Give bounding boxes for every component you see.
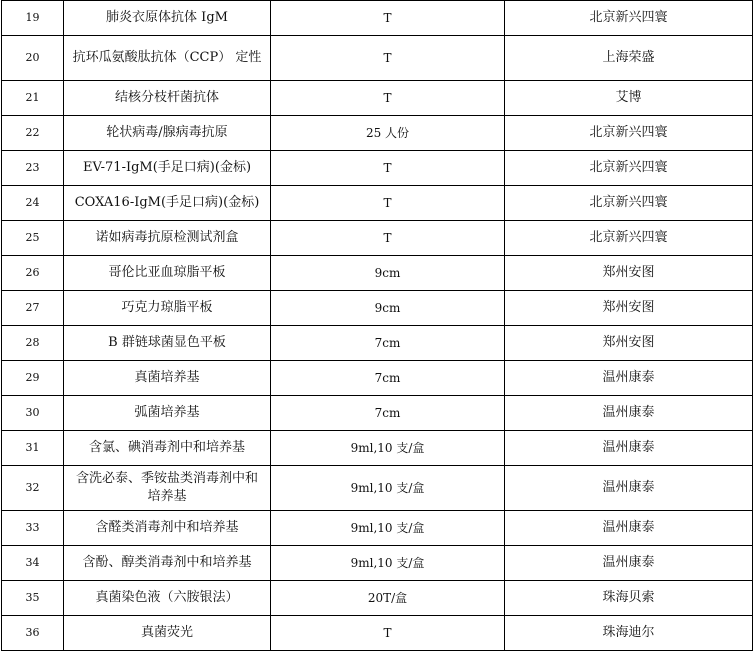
reagent-spec: T: [271, 186, 505, 221]
reagent-spec: 9cm: [271, 256, 505, 291]
table-row: [2, 1, 753, 36]
row-number: 33: [2, 511, 64, 546]
reagent-manufacturer: 北京新兴四寰: [505, 116, 753, 151]
reagent-manufacturer: 温州康泰: [505, 361, 753, 396]
table-row: [2, 256, 753, 291]
reagent-manufacturer: 温州康泰: [505, 396, 753, 431]
row-number: 19: [2, 1, 64, 36]
reagent-spec: 25 人份: [271, 116, 505, 151]
reagent-manufacturer: 温州康泰: [505, 466, 753, 511]
table-row: [2, 151, 753, 186]
table-row: [2, 291, 753, 326]
reagent-name: 弧菌培养基: [64, 396, 271, 431]
table-row: [2, 581, 753, 616]
reagent-spec: 20T/盒: [271, 581, 505, 616]
table-row: [2, 116, 753, 151]
row-number: 21: [2, 81, 64, 116]
row-number: 23: [2, 151, 64, 186]
table-row: [2, 396, 753, 431]
row-number: 35: [2, 581, 64, 616]
reagent-name: 真菌培养基: [64, 361, 271, 396]
reagent-manufacturer: 郑州安图: [505, 326, 753, 361]
reagent-spec: 7cm: [271, 326, 505, 361]
row-number: 31: [2, 431, 64, 466]
row-number: 24: [2, 186, 64, 221]
table-row: [2, 431, 753, 466]
reagent-name: 含醛类消毒剂中和培养基: [64, 511, 271, 546]
row-number: 36: [2, 616, 64, 651]
row-number: 28: [2, 326, 64, 361]
reagent-spec: T: [271, 221, 505, 256]
reagent-spec: T: [271, 616, 505, 651]
reagent-name: 含氯、碘消毒剂中和培养基: [64, 431, 271, 466]
reagent-spec: 7cm: [271, 361, 505, 396]
reagent-manufacturer: 温州康泰: [505, 431, 753, 466]
reagent-name: 诺如病毒抗原检测试剂盒: [64, 221, 271, 256]
row-number: 27: [2, 291, 64, 326]
row-number: 22: [2, 116, 64, 151]
row-number: 26: [2, 256, 64, 291]
reagent-spec: T: [271, 36, 505, 81]
table-row: [2, 36, 753, 81]
reagent-spec: 9ml,10 支/盒: [271, 466, 505, 511]
reagent-manufacturer: 北京新兴四寰: [505, 186, 753, 221]
reagent-name: 哥伦比亚血琼脂平板: [64, 256, 271, 291]
reagent-name: 真菌荧光: [64, 616, 271, 651]
reagent-name: EV-71-IgM(手足口病)(金标): [64, 151, 271, 186]
table-row: [2, 466, 753, 511]
reagent-spec: 7cm: [271, 396, 505, 431]
reagent-name: 含酚、醇类消毒剂中和培养基: [64, 546, 271, 581]
reagent-name: COXA16-IgM(手足口病)(金标): [64, 186, 271, 221]
reagent-manufacturer: 温州康泰: [505, 546, 753, 581]
reagent-manufacturer: 北京新兴四寰: [505, 1, 753, 36]
row-number: 25: [2, 221, 64, 256]
reagent-manufacturer: 郑州安图: [505, 256, 753, 291]
reagent-spec: 9ml,10 支/盒: [271, 546, 505, 581]
table-row: [2, 511, 753, 546]
reagent-name: 结核分枝杆菌抗体: [64, 81, 271, 116]
table-row: [2, 546, 753, 581]
reagent-manufacturer: 上海荣盛: [505, 36, 753, 81]
reagent-name: 真菌染色液（六胺银法）: [64, 581, 271, 616]
reagent-name: 轮状病毒/腺病毒抗原: [64, 116, 271, 151]
reagent-spec: T: [271, 1, 505, 36]
reagent-spec: T: [271, 151, 505, 186]
reagent-spec: 9ml,10 支/盒: [271, 431, 505, 466]
row-number: 20: [2, 36, 64, 81]
table-row: [2, 186, 753, 221]
table-row: [2, 361, 753, 396]
row-number: 30: [2, 396, 64, 431]
row-number: 32: [2, 466, 64, 511]
reagent-manufacturer: 珠海迪尔: [505, 616, 753, 651]
reagent-spec: 9cm: [271, 291, 505, 326]
reagent-manufacturer: 温州康泰: [505, 511, 753, 546]
reagent-manufacturer: 艾博: [505, 81, 753, 116]
reagent-spec: 9ml,10 支/盒: [271, 511, 505, 546]
table-row: [2, 221, 753, 256]
reagent-name: 肺炎衣原体抗体 IgM: [64, 1, 271, 36]
reagent-name: 巧克力琼脂平板: [64, 291, 271, 326]
table-row: [2, 81, 753, 116]
reagent-table: [1, 0, 753, 651]
reagent-spec: T: [271, 81, 505, 116]
reagent-name: B 群链球菌显色平板: [64, 326, 271, 361]
row-number: 34: [2, 546, 64, 581]
table-row: [2, 326, 753, 361]
reagent-manufacturer: 郑州安图: [505, 291, 753, 326]
row-number: 29: [2, 361, 64, 396]
reagent-manufacturer: 珠海贝索: [505, 581, 753, 616]
table-row: [2, 616, 753, 651]
reagent-name: 含洗必泰、季铵盐类消毒剂中和培养基: [64, 466, 271, 511]
reagent-manufacturer: 北京新兴四寰: [505, 151, 753, 186]
reagent-manufacturer: 北京新兴四寰: [505, 221, 753, 256]
reagent-name: 抗环瓜氨酸肽抗体（CCP） 定性: [64, 36, 271, 81]
